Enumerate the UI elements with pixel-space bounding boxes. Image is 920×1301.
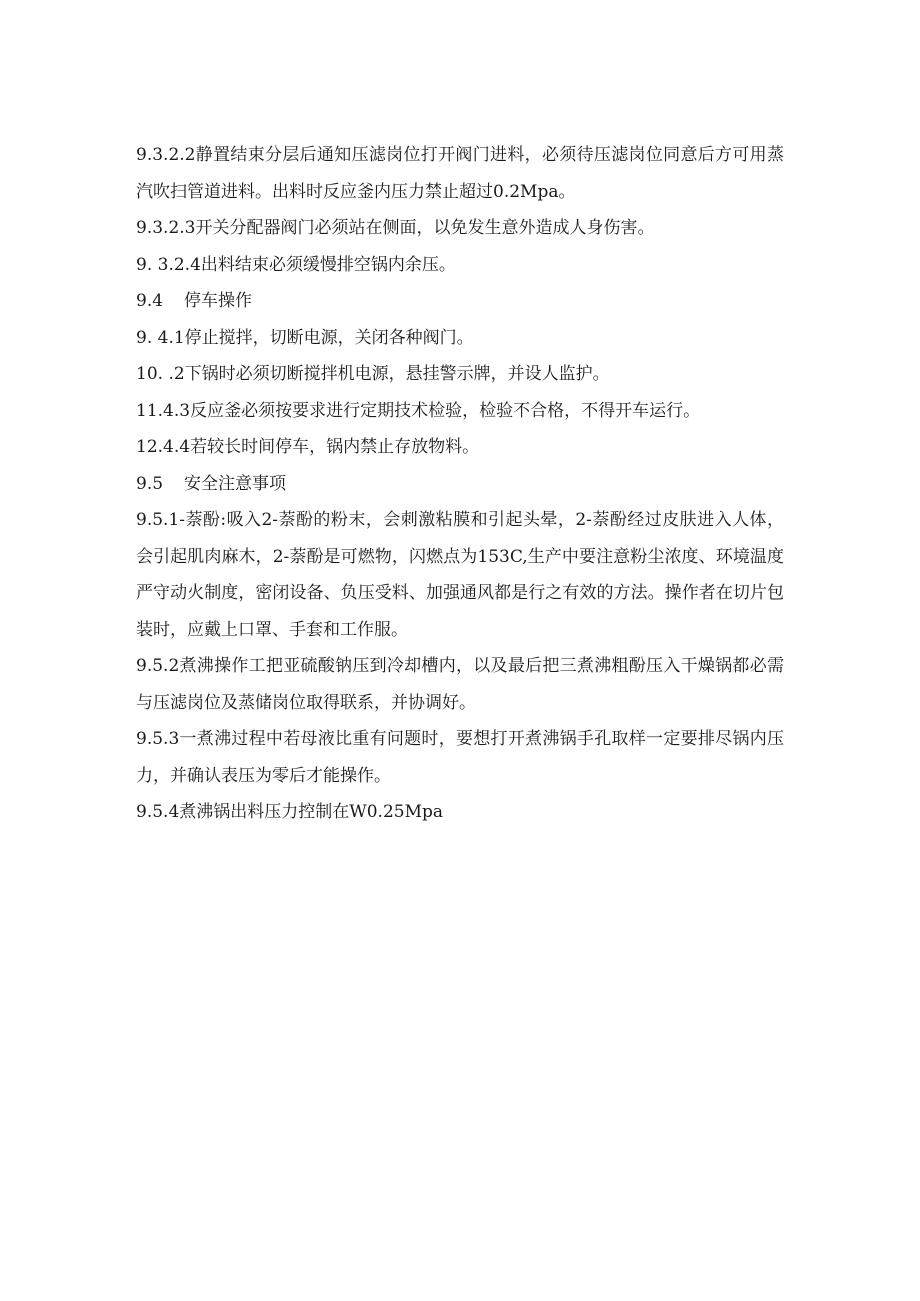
paragraph-9-3-2-2: 9.3.2.2静置结束分层后通知压滤岗位打开阀门进料，必须待压滤岗位同意后方可用蒸汽吹扫管道进料。出料时反应釜内压力禁止超过0.2Mpa。 <box>136 145 784 202</box>
section-heading-stop <box>136 283 784 320</box>
section-title: 停车操作 <box>184 291 252 311</box>
paragraph-11-4-3: 11.4.3反应釜必须按要求进行定期技术检验，检验不合格，不得开车运行。 <box>136 400 701 421</box>
section-title: 安全注意事项 <box>184 473 286 494</box>
paragraph-9-3-2-3: 9.3.2.3开关分配器阀门必须站在侧面，以免发生意外造成人身伤害。 <box>136 218 655 238</box>
paragraph-12-4-4: 12.4.4若较长时间停车，锅内禁止存放物料。 <box>136 437 480 457</box>
paragraph-9-4-1: 9. 4.1停止搅拌，切断电源，关闭各种阀门。 <box>136 327 474 348</box>
section-heading-safety <box>136 466 784 503</box>
paragraph-9-3-2-4: 9. 3.2.4出料结束必须缓慢排空锅内余压。 <box>136 254 456 275</box>
paragraph-10-2: 10. .2下锅时必须切断搅拌机电源，悬挂警示牌，并设人监护。 <box>136 364 610 384</box>
document-body <box>136 137 784 831</box>
paragraph-9-5-2: 9.5.2煮沸操作工把亚硫酸钠压到冷却槽内，以及最后把三煮沸粗酚压入干燥锅都必需与压滤岗位及蒸储岗位取得联系，并协调好。 <box>136 656 784 713</box>
section-number: 9.5 <box>136 473 164 494</box>
paragraph-9-5-1: 9.5.1-萘酚:吸入2-萘酚的粉末，会刺激粘膜和引起头晕，2-萘酚经过皮肤进入人体，会引起肌肉麻木，2-萘酚是可燃物，闪燃点为153C,生产中要注意粉尘浓度、环境温度严守动火制度，密闭设备、负压受料、加强通风都是行之有效的方法。操作者在切片包装时，应戴上口罩、手套和工作服。 <box>136 510 784 640</box>
paragraph-9-5-4: 9.5.4煮沸锅出料压力控制在W0.25Mpa <box>136 802 444 822</box>
paragraph-9-5-3: 9.5.3一煮沸过程中若母液比重有问题时，要想打开煮沸锅手孔取样一定要排尽锅内压力，并确认表压为零后才能操作。 <box>136 729 784 786</box>
section-number: 9.4 <box>136 291 164 311</box>
